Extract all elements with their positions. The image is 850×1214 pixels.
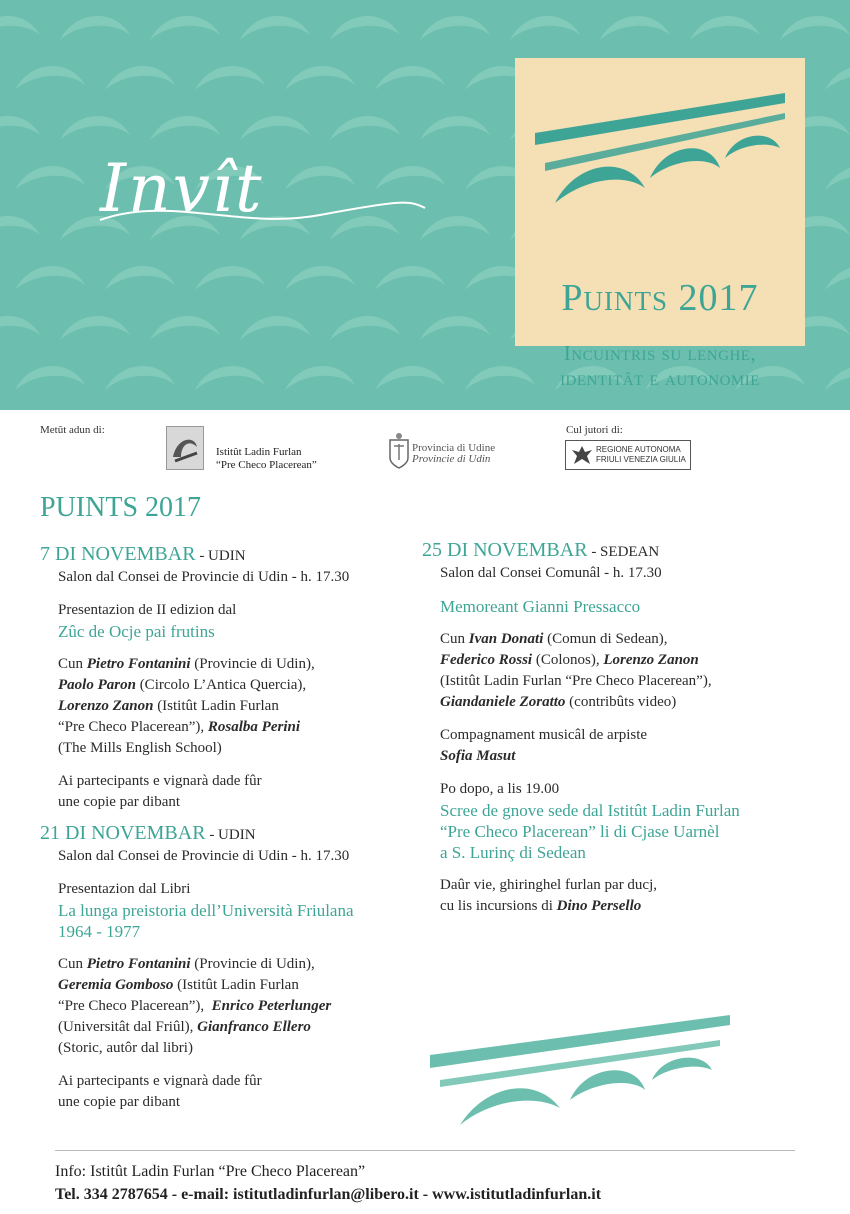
speaker-name: Gianfranco Ellero (197, 1019, 311, 1035)
wave-mark (15, 66, 85, 90)
subtitle-line-1: Incuintris su lenghe, (563, 341, 757, 365)
bridge-logo-icon (535, 93, 785, 243)
wave-mark (15, 366, 85, 390)
region-logo (565, 440, 691, 470)
wave-mark (0, 16, 40, 40)
wave-mark (825, 266, 850, 290)
wave-mark (0, 216, 40, 240)
speaker-name: Paolo Paron (58, 677, 136, 693)
event-3-closing-line-2 (422, 896, 822, 917)
institute-name (216, 446, 317, 472)
event-3-venue: Salon dal Consei Comunâl - h. 17.30 (440, 565, 662, 581)
wave-mark (375, 366, 445, 390)
wave-mark (60, 116, 130, 140)
speaker-name: Pietro Fontanini (86, 656, 191, 672)
footer-contacts (55, 1183, 601, 1206)
institute-name-line-2: “Pre Checo Placerean” (216, 459, 317, 471)
wave-mark (285, 66, 355, 90)
wave-mark (510, 16, 580, 40)
speaker-name: Ivan Donati (468, 631, 544, 647)
footer-divider (55, 1150, 795, 1151)
event-2-work-line-2: 1964 - 1977 (58, 922, 141, 941)
event-2-note-line-1: Ai partecipants e vignarà dade fûr (58, 1073, 262, 1089)
wave-mark (375, 266, 445, 290)
footer (55, 1160, 601, 1206)
event-subtitle (515, 341, 805, 391)
event-2-speakers (40, 954, 420, 1059)
event-3-after: Po dopo, a lis 19.00 (440, 781, 560, 797)
speaker-role: “Pre Checo Placerean”), (58, 998, 212, 1014)
event-3-work: Memoreant Gianni Pressacco (440, 597, 641, 616)
footer-info (55, 1160, 601, 1183)
wave-mark (285, 266, 355, 290)
wave-mark (420, 16, 490, 40)
speaker-role: (Colonos), (532, 652, 604, 668)
closing-name: Dino Persello (556, 898, 642, 914)
province-crest-icon (388, 432, 410, 470)
speaker-name: Geremia Gomboso (58, 977, 174, 993)
event-2-intro: Presentazion dal Libri (58, 881, 191, 897)
right-column (422, 540, 822, 917)
speaker-role: “Pre Checo Placerean”), (58, 719, 208, 735)
title-box (515, 58, 805, 390)
event-3-unveil-line-1: Scree de gnove sede dal Istitût Ladin Furlan (440, 801, 740, 820)
wave-mark (105, 266, 175, 290)
wave-mark (420, 216, 490, 240)
wave-mark (105, 366, 175, 390)
institute-logo-icon (166, 426, 204, 470)
speaker-role: (Istitût Ladin Furlan “Pre Checo Placerean”), (440, 673, 712, 689)
speaker-name: Giandaniele Zoratto (440, 694, 566, 710)
wave-mark (150, 316, 220, 340)
wave-mark (0, 316, 40, 340)
speaker-name: Lorenzo Zanon (603, 652, 699, 668)
speaker-name: Rosalba Perini (207, 719, 301, 735)
wave-mark (150, 16, 220, 40)
bridge-decoration-icon (430, 1000, 730, 1140)
organized-by-label: Metût adun di: (40, 424, 105, 436)
event-2-date: 21 DI NOVEMBAR (40, 822, 206, 844)
speaker-name: Lorenzo Zanon (58, 698, 154, 714)
event-1-venue: Salon dal Consei de Provincie di Udin - h. 17.30 (58, 569, 350, 585)
wave-mark (600, 16, 670, 40)
event-3-music: Compagnament musicâl de arpiste (440, 727, 648, 743)
speaker-role: (Storic, autôr dal libri) (58, 1040, 193, 1056)
left-column (40, 544, 420, 1113)
event-1-date: 7 DI NOVEMBAR (40, 543, 196, 565)
event-1-note-line-1: Ai partecipants e vignarà dade fûr (58, 773, 262, 789)
support-label: Cul jutori di: (566, 424, 623, 436)
region-name (596, 445, 686, 465)
event-1-header (40, 544, 420, 567)
wave-mark (60, 16, 130, 40)
info-value: Istitût Ladin Furlan “Pre Checo Placerean” (90, 1163, 366, 1180)
event-2-header (40, 823, 420, 846)
wave-mark (825, 166, 850, 190)
wave-mark (375, 166, 445, 190)
con-word: Cun (58, 956, 87, 972)
speaker-role: (Provincie di Udin), (190, 656, 315, 672)
event-3-date: 25 DI NOVEMBAR (422, 539, 588, 561)
wave-mark (195, 266, 265, 290)
contacts-text: Tel. 334 2787654 - e-mail: istitutladinfurlan@libero.it - www.istitutladinfurlan.it (55, 1186, 602, 1203)
program-title: PUINTS 2017 (40, 492, 202, 523)
con-word: Cun (58, 656, 87, 672)
wave-mark (285, 366, 355, 390)
speaker-role: (Provincie di Udin), (190, 956, 315, 972)
event-3-unveil-line-3: a S. Lurinç di Sedean (440, 843, 586, 862)
wave-mark (825, 366, 850, 390)
wave-mark (150, 116, 220, 140)
speaker-name: Pietro Fontanini (86, 956, 191, 972)
wave-mark (285, 166, 355, 190)
event-3-unveil-line-2: “Pre Checo Placerean” li di Cjase Uarnèl (440, 822, 720, 841)
closing-text: cu lis incursions di (440, 898, 557, 914)
speaker-role: (The Mills English School) (58, 740, 222, 756)
wave-mark (105, 66, 175, 90)
province-name (412, 443, 495, 465)
event-3-city: - SEDEAN (587, 544, 660, 560)
wave-mark (690, 16, 760, 40)
wave-mark (330, 116, 400, 140)
speaker-role: (contribûts video) (565, 694, 677, 710)
event-1-speakers (40, 654, 420, 759)
wave-mark (330, 316, 400, 340)
wave-mark (195, 366, 265, 390)
speaker-role: (Istitût Ladin Furlan (153, 698, 279, 714)
wave-mark (240, 116, 310, 140)
speaker-role: (Istitût Ladin Furlan (173, 977, 299, 993)
institute-name-line-1: Istitût Ladin Furlan (216, 446, 302, 458)
region-line-1: REGIONE AUTONOMA (596, 445, 681, 454)
info-label: Info: (55, 1163, 91, 1180)
wave-mark (195, 66, 265, 90)
wave-mark (375, 66, 445, 90)
event-3-header (422, 540, 822, 563)
speaker-role: (Comun di Sedean), (543, 631, 668, 647)
wave-mark (60, 316, 130, 340)
wave-mark (240, 16, 310, 40)
event-1-note-line-2: une copie par dibant (58, 794, 181, 810)
event-3-speakers (422, 629, 822, 713)
subtitle-line-2: identitât e autonomie (560, 366, 760, 390)
event-1-city: - UDIN (195, 548, 246, 564)
header-banner (0, 0, 850, 410)
province-line-2: Provincie di Udin (412, 453, 491, 465)
province-line-1: Provincia di Udine (412, 442, 496, 454)
speaker-name: Enrico Peterlunger (211, 998, 332, 1014)
event-2-note-line-2: une copie par dibant (58, 1094, 181, 1110)
event-2-work-line-1: La lunga preistoria dell’Università Friulana (58, 901, 354, 920)
eagle-icon (569, 442, 595, 468)
event-3-musician: Sofia Masut (440, 748, 516, 764)
invite-heading: Invît (100, 150, 264, 227)
wave-mark (825, 66, 850, 90)
event-2-venue: Salon dal Consei de Provincie di Udin - h. 17.30 (58, 848, 350, 864)
speaker-role: (Circolo L’Antica Quercia), (135, 677, 307, 693)
wave-mark (0, 116, 40, 140)
speaker-name: Federico Rossi (440, 652, 533, 668)
event-3-closing-line-1: Daûr vie, ghiringhel furlan par ducj, (440, 877, 658, 893)
region-line-2: FRIULI VENEZIA GIULIA (596, 455, 686, 464)
wave-mark (15, 266, 85, 290)
flourish-icon (90, 190, 430, 230)
event-1-intro: Presentazion de II edizion dal (58, 602, 237, 618)
event-title: Puints 2017 (561, 277, 759, 319)
wave-mark (330, 16, 400, 40)
wave-mark (15, 166, 85, 190)
wave-mark (420, 316, 490, 340)
wave-mark (780, 16, 850, 40)
event-2-city: - UDIN (205, 827, 256, 843)
wave-mark (420, 116, 490, 140)
speaker-role: (Universitât dal Friûl), (58, 1019, 198, 1035)
wave-mark (240, 316, 310, 340)
con-word: Cun (440, 631, 469, 647)
event-1-work: Zûc de Ocje pai frutins (58, 622, 215, 641)
